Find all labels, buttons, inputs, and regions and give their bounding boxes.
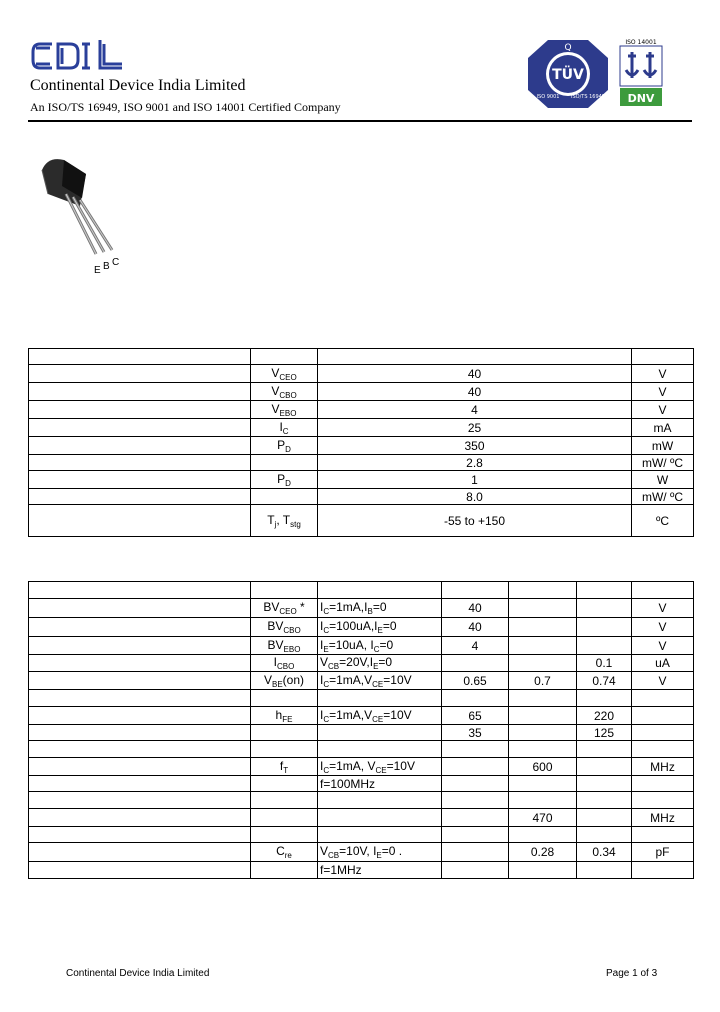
char-symbol-cell: $V_{BE}(on)$ (251, 672, 318, 690)
characteristics-row (29, 655, 694, 672)
char-condition-cell (318, 741, 442, 758)
char-symbol-cell (251, 776, 318, 792)
certification-tagline: An ISO/TS 16949, ISO 9001 and ISO 14001 Certified Company (30, 100, 341, 114)
char-min-cell: 0.65 (442, 672, 509, 690)
char-typ-cell (509, 827, 577, 843)
char-symbol-cell: $h_{FE}$ (251, 707, 318, 725)
char-typ-cell (509, 725, 577, 741)
tuv-seal-right: ISO/TS 16949 (571, 94, 605, 100)
char-condition-cell (318, 725, 442, 741)
char-max-cell (577, 862, 632, 879)
footer-company: Continental Device India Limited (66, 968, 210, 979)
char-max-cell (577, 637, 632, 655)
char-param-cell (29, 843, 251, 862)
char-unit-cell: V (632, 672, 694, 690)
char-min-cell: 4 (442, 637, 509, 655)
ratings-unit-cell: V (632, 383, 694, 401)
characteristics-table (28, 581, 694, 879)
char-condition-cell (318, 809, 442, 827)
char-param-cell (29, 672, 251, 690)
ratings-symbol-cell: $V_{EBO}$ (251, 401, 318, 419)
ratings-value-cell: 1 (318, 471, 632, 489)
char-symbol-cell (251, 741, 318, 758)
ratings-param-cell (29, 383, 251, 401)
ratings-symbol-cell: $P_D$ (251, 471, 318, 489)
characteristics-row (29, 758, 694, 776)
char-condition-cell: $I_C=1mA$, $V_{CE}=10V$ (318, 758, 442, 776)
char-condition-cell: $I_C=1mA,I_B=0$ (318, 599, 442, 618)
char-max-cell: 0.34 (577, 843, 632, 862)
char-max-cell: 0.1 (577, 655, 632, 672)
tuv-seal-main: TÜV (552, 67, 584, 83)
char-min-cell (442, 862, 509, 879)
ratings-unit-cell: mW/ ºC (632, 489, 694, 505)
char-condition-cell: f=1MHz (318, 862, 442, 879)
char-condition-cell: $I_C=1mA,V_{CE}=10V$ (318, 707, 442, 725)
characteristics-row (29, 672, 694, 690)
char-typ-cell (509, 655, 577, 672)
char-symbol-cell (251, 862, 318, 879)
company-logo (30, 38, 130, 80)
char-unit-cell (632, 582, 694, 599)
char-min-cell (442, 792, 509, 809)
char-condition-cell: $V_{CB}=20V,I_E=0$ (318, 655, 442, 672)
char-max-cell (577, 776, 632, 792)
char-condition-cell: $I_C=1mA,V_{CE}=10V$ (318, 672, 442, 690)
characteristics-row (29, 843, 694, 862)
characteristics-row (29, 599, 694, 618)
char-param-cell (29, 690, 251, 707)
dnv-iso-label: ISO 14001 (625, 39, 657, 46)
char-typ-cell (509, 862, 577, 879)
ratings-row (29, 419, 694, 437)
char-unit-cell: V (632, 599, 694, 618)
char-symbol-cell (251, 809, 318, 827)
char-max-cell (577, 741, 632, 758)
ratings-table (28, 348, 694, 537)
char-unit-cell: V (632, 637, 694, 655)
char-min-cell (442, 582, 509, 599)
ratings-value-cell: 4 (318, 401, 632, 419)
char-param-cell (29, 862, 251, 879)
ratings-param-cell (29, 489, 251, 505)
ratings-row (29, 489, 694, 505)
char-max-cell (577, 690, 632, 707)
ratings-symbol-cell (251, 455, 318, 471)
characteristics-row (29, 690, 694, 707)
ratings-symbol-cell: $T_j$, $T_{stg}$ (251, 505, 318, 537)
char-unit-cell: MHz (632, 758, 694, 776)
char-param-cell (29, 827, 251, 843)
char-condition-cell (318, 792, 442, 809)
char-min-cell (442, 809, 509, 827)
characteristics-row (29, 582, 694, 599)
ratings-row (29, 365, 694, 383)
char-symbol-cell: $BV_{CBO}$ (251, 618, 318, 637)
characteristics-row (29, 809, 694, 827)
char-unit-cell (632, 725, 694, 741)
char-max-cell: 0.74 (577, 672, 632, 690)
char-min-cell (442, 655, 509, 672)
char-typ-cell (509, 599, 577, 618)
char-min-cell: 40 (442, 618, 509, 637)
char-min-cell (442, 827, 509, 843)
char-max-cell: 125 (577, 725, 632, 741)
char-unit-cell (632, 776, 694, 792)
char-min-cell: 35 (442, 725, 509, 741)
char-min-cell: 65 (442, 707, 509, 725)
char-symbol-cell: $BV_{EBO}$ (251, 637, 318, 655)
char-typ-cell (509, 776, 577, 792)
char-typ-cell: 470 (509, 809, 577, 827)
company-name: Continental Device India Limited (30, 77, 246, 94)
ratings-row (29, 437, 694, 455)
char-param-cell (29, 792, 251, 809)
ratings-symbol-cell: $V_{CBO}$ (251, 383, 318, 401)
char-param-cell (29, 725, 251, 741)
ratings-value-cell: 25 (318, 419, 632, 437)
char-typ-cell (509, 741, 577, 758)
characteristics-row (29, 792, 694, 809)
char-symbol-cell: $f_T$ (251, 758, 318, 776)
char-symbol-cell: $I_{CBO}$ (251, 655, 318, 672)
ratings-param-cell (29, 471, 251, 489)
char-condition-cell: $I_C=100uA,I_E=0$ (318, 618, 442, 637)
char-condition-cell: $V_{CB}=10V$, $I_E=0$ . (318, 843, 442, 862)
char-param-cell (29, 758, 251, 776)
ratings-param-cell (29, 365, 251, 383)
char-typ-cell (509, 792, 577, 809)
char-param-cell (29, 582, 251, 599)
characteristics-row (29, 776, 694, 792)
ratings-unit-cell: W (632, 471, 694, 489)
char-param-cell (29, 618, 251, 637)
ratings-symbol-cell: $V_{CEO}$ (251, 365, 318, 383)
char-unit-cell (632, 792, 694, 809)
ratings-param-cell (29, 505, 251, 537)
ratings-symbol-cell: $P_D$ (251, 437, 318, 455)
pin-label-b: B (103, 261, 110, 272)
note-dash-right (294, 878, 301, 879)
ratings-value-cell (318, 349, 632, 365)
ratings-value-cell: 40 (318, 383, 632, 401)
page-number: Page 1 of 3 (606, 968, 658, 979)
char-max-cell (577, 599, 632, 618)
char-condition-cell (318, 690, 442, 707)
characteristics-row (29, 862, 694, 879)
char-min-cell (442, 776, 509, 792)
characteristics-row (29, 725, 694, 741)
char-max-cell (577, 792, 632, 809)
char-symbol-cell (251, 690, 318, 707)
char-min-cell (442, 741, 509, 758)
dnv-mark-label: DNV (627, 92, 655, 105)
ratings-unit-cell: V (632, 401, 694, 419)
ratings-symbol-cell (251, 349, 318, 365)
char-typ-cell (509, 618, 577, 637)
ratings-param-cell (29, 349, 251, 365)
pin-label-c: C (112, 257, 120, 268)
char-symbol-cell (251, 725, 318, 741)
char-max-cell (577, 618, 632, 637)
char-param-cell (29, 707, 251, 725)
char-max-cell: 220 (577, 707, 632, 725)
char-symbol-cell: $C_{re}$ (251, 843, 318, 862)
ratings-row (29, 349, 694, 365)
ratings-value-cell: -55 to +150 (318, 505, 632, 537)
char-unit-cell (632, 827, 694, 843)
char-typ-cell: 0.28 (509, 843, 577, 862)
char-param-cell (29, 637, 251, 655)
ratings-param-cell (29, 437, 251, 455)
characteristics-row (29, 827, 694, 843)
tuv-seal-left: ISO 9001 (536, 94, 560, 100)
ratings-value-cell: 350 (318, 437, 632, 455)
char-typ-cell (509, 582, 577, 599)
ratings-symbol-cell: $I_C$ (251, 419, 318, 437)
char-condition-cell: f=100MHz (318, 776, 442, 792)
char-min-cell (442, 690, 509, 707)
pin-label-e: E (94, 265, 101, 276)
char-param-cell (29, 776, 251, 792)
char-param-cell (29, 809, 251, 827)
ratings-unit-cell: mW/ ºC (632, 455, 694, 471)
ratings-unit-cell (632, 349, 694, 365)
ratings-unit-cell: V (632, 365, 694, 383)
char-param-cell (29, 655, 251, 672)
char-param-cell (29, 599, 251, 618)
char-symbol-cell (251, 582, 318, 599)
characteristics-row (29, 637, 694, 655)
tuv-certification-seal (528, 40, 608, 108)
char-symbol-cell: $BV_{CEO}$ * (251, 599, 318, 618)
ratings-unit-cell: mW (632, 437, 694, 455)
char-max-cell (577, 582, 632, 599)
dnv-certification-mark (618, 38, 664, 108)
char-unit-cell: pF (632, 843, 694, 862)
char-param-cell (29, 741, 251, 758)
to92-package-illustration (28, 150, 128, 280)
char-condition-cell (318, 582, 442, 599)
char-unit-cell (632, 707, 694, 725)
char-typ-cell (509, 637, 577, 655)
ratings-row (29, 471, 694, 489)
char-unit-cell: MHz (632, 809, 694, 827)
characteristics-row (29, 741, 694, 758)
char-unit-cell: uA (632, 655, 694, 672)
char-typ-cell (509, 707, 577, 725)
note-dash-left (176, 878, 183, 879)
char-max-cell (577, 809, 632, 827)
char-typ-cell (509, 690, 577, 707)
ratings-value-cell: 2.8 (318, 455, 632, 471)
char-symbol-cell (251, 827, 318, 843)
ratings-row (29, 455, 694, 471)
ratings-symbol-cell (251, 489, 318, 505)
char-unit-cell: V (632, 618, 694, 637)
char-unit-cell (632, 862, 694, 879)
char-max-cell (577, 827, 632, 843)
characteristics-row (29, 707, 694, 725)
char-min-cell (442, 843, 509, 862)
char-symbol-cell (251, 792, 318, 809)
char-unit-cell (632, 741, 694, 758)
characteristics-row (29, 618, 694, 637)
char-min-cell (442, 758, 509, 776)
header-divider (28, 120, 692, 122)
tuv-seal-top: Q (564, 43, 572, 53)
ratings-row (29, 383, 694, 401)
ratings-row (29, 401, 694, 419)
ratings-param-cell (29, 401, 251, 419)
char-typ-cell: 0.7 (509, 672, 577, 690)
ratings-row (29, 505, 694, 537)
ratings-unit-cell: mA (632, 419, 694, 437)
char-max-cell (577, 758, 632, 776)
char-condition-cell: $I_E=10uA$, $I_C=0$ (318, 637, 442, 655)
ratings-value-cell: 8.0 (318, 489, 632, 505)
cdil-logo-graphic (30, 38, 130, 74)
ratings-param-cell (29, 419, 251, 437)
char-typ-cell: 600 (509, 758, 577, 776)
char-condition-cell (318, 827, 442, 843)
char-unit-cell (632, 690, 694, 707)
ratings-param-cell (29, 455, 251, 471)
ratings-unit-cell: ºC (632, 505, 694, 537)
ratings-value-cell: 40 (318, 365, 632, 383)
char-min-cell: 40 (442, 599, 509, 618)
